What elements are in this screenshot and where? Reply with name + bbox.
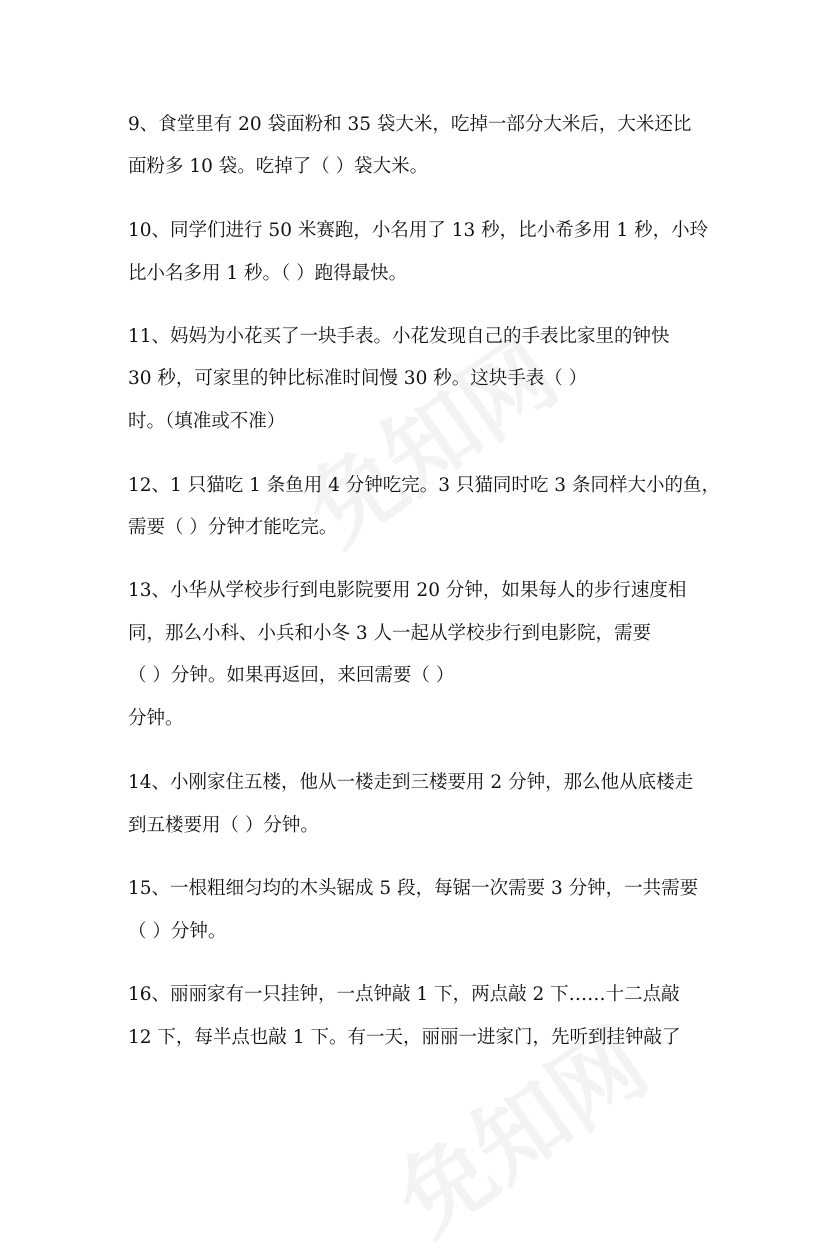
text-line: 同，那么小科、小兵和小冬 3 人一起从学校步行到电影院，需要	[128, 623, 652, 644]
text-line: 16、丽丽家有一只挂钟，一点钟敲 1 下，两点敲 2 下……十二点敲	[128, 984, 680, 1005]
text-line: 10、同学们进行 50 米赛跑，小名用了 13 秒，比小希多用 1 秒，小玲	[128, 220, 709, 241]
text-line: （ ）分钟。	[128, 921, 227, 942]
text-line: 13、小华从学校步行到电影院要用 20 分钟，如果每人的步行速度相	[128, 580, 687, 601]
text-line: 分钟。	[128, 708, 184, 729]
text-line: 9、食堂里有 20 袋面粉和 35 袋大米，吃掉一部分大米后，大米还比	[128, 114, 692, 135]
text-line: 15、一根粗细匀均的木头锯成 5 段，每锯一次需要 3 分钟，一共需要	[128, 878, 699, 899]
text-line: （ ）分钟。如果再返回，来回需要（ ）	[128, 665, 455, 686]
text-line: 面粉多 10 袋。吃掉了（ ）袋大米。	[128, 156, 429, 177]
text-line: 30 秒，可家里的钟比标准时间慢 30 秒。这块手表（ ）	[128, 368, 588, 389]
text-line: 14、小刚家住五楼，他从一楼走到三楼要用 2 分钟，那么他从底楼走	[128, 772, 694, 793]
text-line: 需要（ ）分钟才能吃完。	[128, 517, 338, 538]
text-line: 时。（填准或不准）	[128, 411, 286, 432]
text-line: 比小名多用 1 秒。（ ）跑得最快。	[128, 263, 408, 284]
text-line: 12、1 只猫吃 1 条鱼用 4 分钟吃完。3 只猫同时吃 3 条同样大小的鱼，	[128, 475, 720, 496]
text-line: 12 下，每半点也敲 1 下。有一天，丽丽一进家门，先听到挂钟敲了	[128, 1027, 681, 1048]
text-line: 11、妈妈为小花买了一块手表。小花发现自己的手表比家里的钟快	[128, 326, 670, 347]
text-line: 到五楼要用（ ）分钟。	[128, 815, 319, 836]
